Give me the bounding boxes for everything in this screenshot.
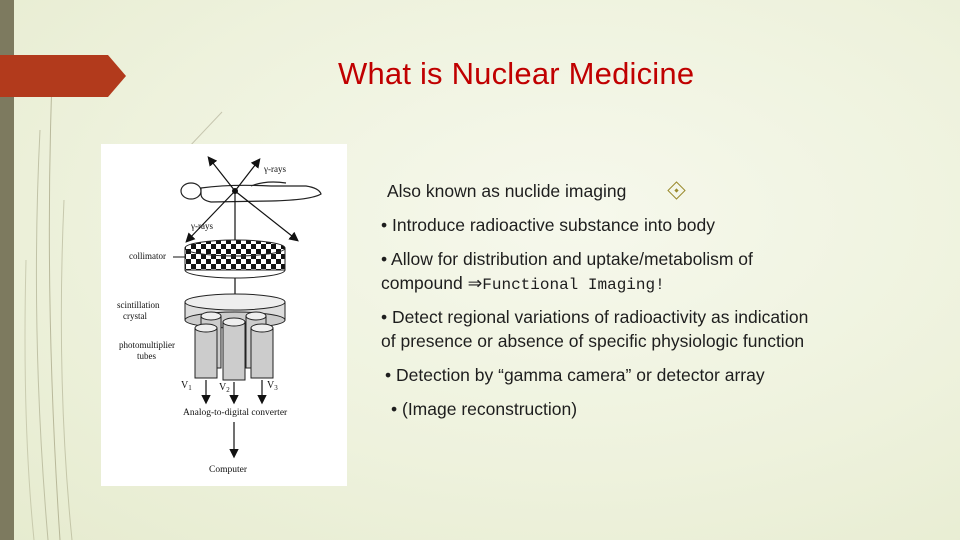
- bullet-introduce: • Introduce radioactive substance into body: [381, 215, 715, 235]
- patient-figure: [181, 182, 321, 202]
- bullet-reconstruction: • (Image reconstruction): [391, 399, 578, 419]
- collimator-label: collimator: [129, 251, 166, 261]
- bullet-gamma-camera: • Detection by “gamma camera” or detector array: [385, 365, 765, 385]
- collimator-disc: [185, 240, 285, 278]
- gamma-camera-diagram: [101, 144, 347, 486]
- bullet-distribution: • Allow for distribution and uptake/metabolism of: [381, 249, 753, 269]
- computer-label: Computer: [209, 465, 247, 475]
- v2-label: $V_2$: [219, 382, 230, 394]
- scintillation-label-1: scintillation: [117, 300, 160, 310]
- pmt-label-2: tubes: [137, 351, 156, 361]
- bullet-distribution-word: compound: [381, 273, 468, 293]
- diamond-bullet-icon: [667, 181, 685, 199]
- arrow-symbol: ⇒: [467, 273, 483, 293]
- bullet-detect: • Detect regional variations of radioactivity as indication: [381, 307, 809, 327]
- scintillation-label-2: crystal: [123, 311, 147, 321]
- gamma-rays-left-label: γ-rays: [191, 221, 213, 231]
- bullet-distribution-cont: [381, 271, 665, 297]
- title-accent-tab: [0, 55, 126, 97]
- v1-label: $V_1$: [181, 380, 192, 392]
- bullet-detect-cont: of presence or absence of specific physiologic function: [381, 331, 805, 351]
- v3-label: $V_3$: [267, 380, 278, 392]
- slide-title: What is Nuclear Medicine: [338, 56, 695, 91]
- gamma-rays-top-label: γ-rays: [264, 164, 286, 174]
- functional-imaging-text: Functional Imaging!: [482, 276, 665, 294]
- subtitle-text: Also known as nuclide imaging: [387, 181, 627, 201]
- adc-label: Analog-to-digital converter: [183, 408, 288, 418]
- photomultiplier-tubes: [195, 312, 273, 380]
- pmt-label-1: photomultiplier: [119, 340, 175, 350]
